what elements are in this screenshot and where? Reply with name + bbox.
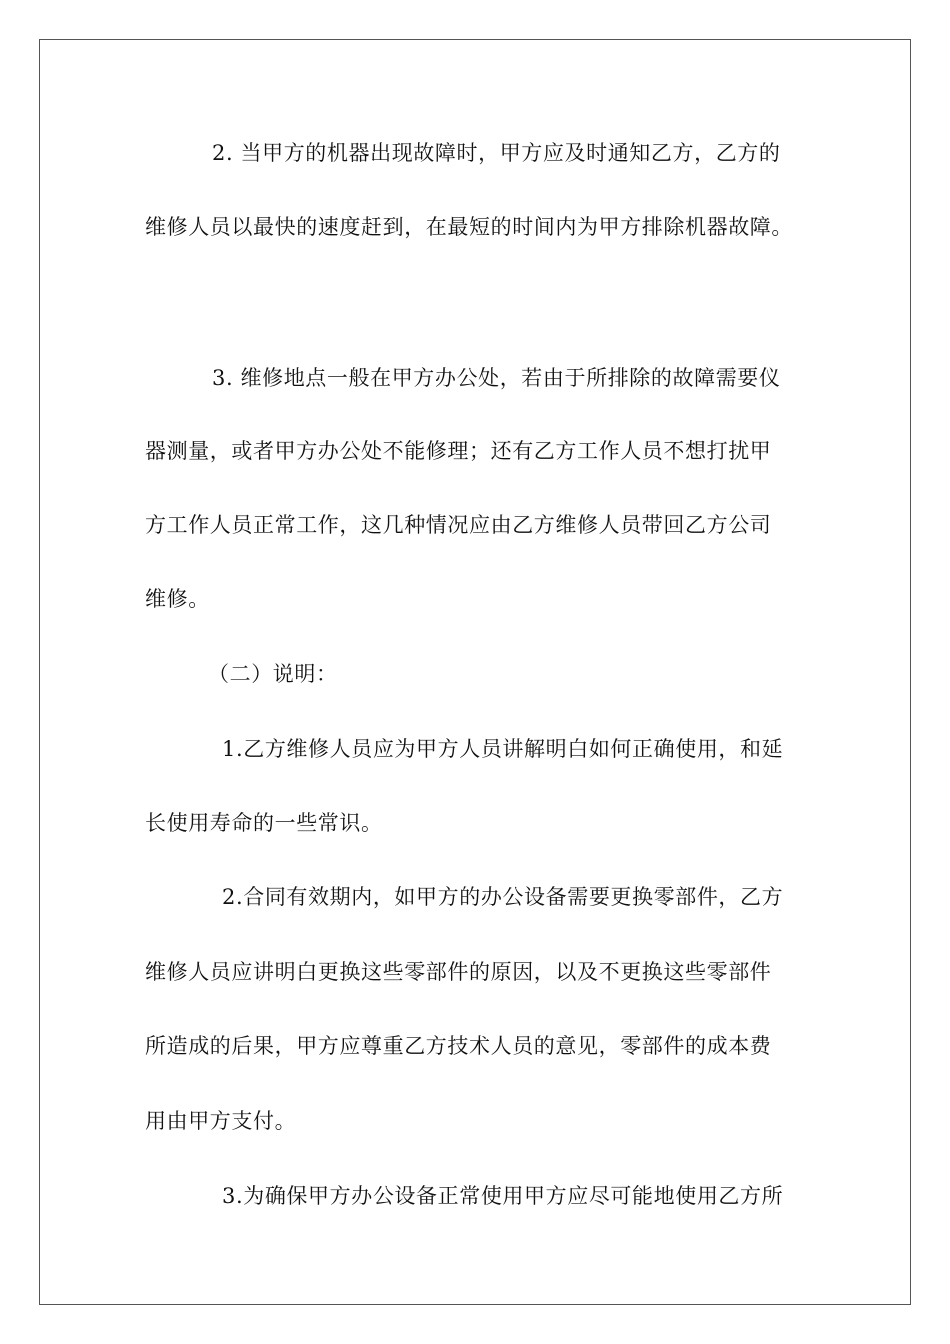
paragraph-line: 用由甲方支付。 <box>145 1109 297 1133</box>
paragraph-line: 1.乙方维修人员应为甲方人员讲解明白如何正确使用，和延 <box>222 737 784 761</box>
paragraph-line: 3. 维修地点一般在甲方办公处，若由于所排除的故障需要仪 <box>212 366 781 390</box>
paragraph-line: 2. 当甲方的机器出现故障时，甲方应及时通知乙方，乙方的 <box>212 141 781 165</box>
section-heading: （二）说明： <box>208 662 338 686</box>
paragraph-line: 所造成的后果，甲方应尊重乙方技术人员的意见，零部件的成本费 <box>145 1034 772 1058</box>
paragraph-line: 2.合同有效期内，如甲方的办公设备需要更换零部件，乙方 <box>222 885 784 909</box>
paragraph-line: 方工作人员正常工作，这几种情况应由乙方维修人员带回乙方公司 <box>145 513 772 537</box>
paragraph-line: 器测量，或者甲方办公处不能修理；还有乙方工作人员不想打扰甲 <box>145 439 772 463</box>
paragraph-line: 维修。 <box>145 587 210 611</box>
paragraph-line: 维修人员以最快的速度赶到，在最短的时间内为甲方排除机器故障。 <box>145 215 793 239</box>
paragraph-line: 维修人员应讲明白更换这些零部件的原因，以及不更换这些零部件 <box>145 960 772 984</box>
paragraph-line: 长使用寿命的一些常识。 <box>145 811 383 835</box>
paragraph-line: 3.为确保甲方办公设备正常使用甲方应尽可能地使用乙方所 <box>222 1184 784 1208</box>
